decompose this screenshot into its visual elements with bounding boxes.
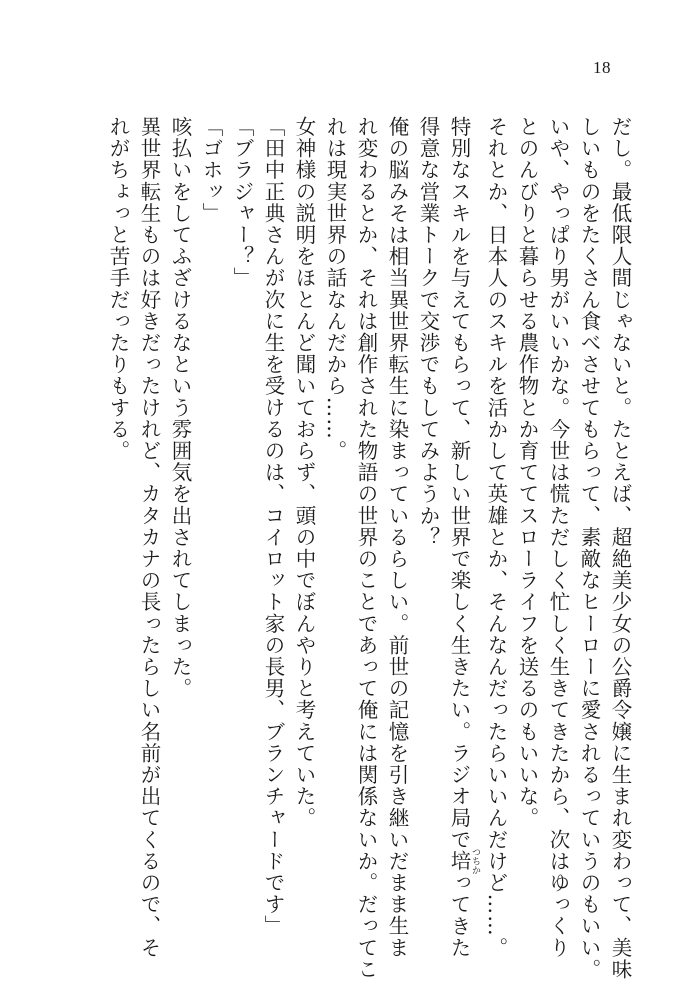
ruby-annotation xyxy=(447,847,480,875)
text-line: 「田中正典さんが次に生を受けるのは、コイロット家の長男、ブランチャードです」 xyxy=(261,116,285,937)
text-line: 異世界転生ものは好きだったけれど、カタカナの長ったらしい名前が出てくるので、そ xyxy=(137,116,161,959)
text-line: 女神様の説明をほとんど聞いておらず、頭の中でぼんやりと考えていた。 xyxy=(292,116,316,829)
text-line: 俺の脳みそは相当異世界転生に染まっているらしい。前世の記憶を引き継いだまま生ま xyxy=(385,116,409,959)
text-line xyxy=(443,116,480,959)
text-line: とのんびりと暮らせる農作物とか育ててスローライフを送るのもいいな。 xyxy=(515,116,539,829)
text-segment: ってきた xyxy=(447,872,471,959)
text-line: 「ブラジャー？」 xyxy=(230,116,254,289)
text-line: それとか、日本人のスキルを活かして英雄とか、そんなんだったらいいんだけど……。 xyxy=(484,116,508,959)
text-line: 咳払いをしてふざけるなという雰囲気を出されてしまった。 xyxy=(168,116,192,700)
ruby-reading: つちか xyxy=(470,847,480,875)
text-segment: 特別なスキルを与えてもらって、新しい世界で楽しく生きたい。ラジオ局で xyxy=(447,116,471,851)
text-line: しいものをたくさん食べさせてもらって、素敵なヒーローに愛されるっていうのもいい。 xyxy=(577,116,601,980)
text-line: 得意な営業トークで交渉でもしてみようか？ xyxy=(416,116,440,548)
text-line: れは現実世界の話なんだから……。 xyxy=(323,116,347,462)
text-line: いや、やっぱり男がいいかな。今世は慌ただしく忙しく生きてきたから、次はゆっくり xyxy=(546,116,570,959)
text-line: れがちょっと苦手だったりもする。 xyxy=(106,116,130,462)
text-line: だし。最低限人間じゃないと。たとえば、超絶美少女の公爵令嬢に生まれ変わって、美味 xyxy=(608,116,632,980)
text-line: れ変わるとか、それは創作された物語の世界のことであって俺には関係ないか。だってこ xyxy=(354,116,378,980)
page-number: 18 xyxy=(593,58,611,77)
text-line: 「ゴホッ」 xyxy=(199,116,223,224)
ruby-base: 培 xyxy=(447,847,471,875)
body-text xyxy=(102,116,635,980)
